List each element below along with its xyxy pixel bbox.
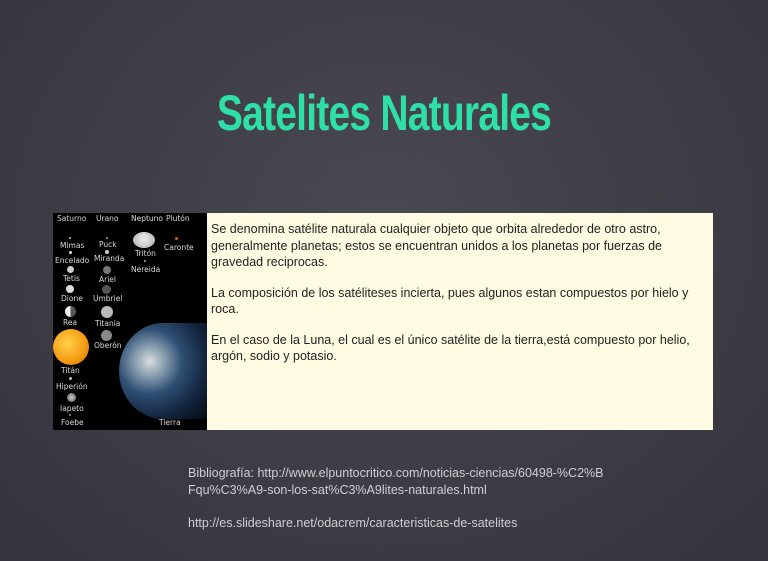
description-box [207,213,713,430]
moon-label: Titania [95,319,121,328]
paragraph-composition: La composición de los satéliteses incierta, pues algunos estan compuestos por hielo y roca. [211,285,689,316]
moon-label: Mimas [60,241,85,250]
moon-label: Puck [99,240,117,249]
moon-label: Iapeto [60,404,84,413]
ariel-dot [103,266,111,274]
moon-label: Titán [61,366,80,375]
moons-comparison-image [53,213,207,430]
oberon-dot [101,330,112,341]
paragraph-definition: Se denomina satélite naturala cualquier objeto que orbita alrededor de otro astro, generalmente planetas; estos se encuentran unidos a los planetas por fuerzas de gravedad reciprocas. [211,222,662,269]
moon-label: Encelado [55,256,90,265]
content-panel [53,213,713,430]
rea-dot [65,306,76,317]
header-saturno: Saturno [57,214,87,223]
tetis-dot [67,266,74,273]
caronte-dot [175,237,178,240]
moon-label: Oberón [94,341,122,350]
titania-dot [101,306,113,318]
bibliography [188,465,608,532]
moon-label: Caronte [164,243,194,252]
bibliography-line-2: http://es.slideshare.net/odacrem/caracteristicas-de-satelites [188,516,518,530]
hiperion-dot [69,377,72,380]
moon-label: Hiperión [56,382,88,391]
bibliography-line-1: Bibliografía: http://www.elpuntocritico.com/noticias-ciencias/60498-%C2%BFqu%C3%A9-son-los-sat%C3%A9lites-naturales.html [188,466,604,497]
header-neptuno: Neptuno [131,214,164,223]
moon-label: Tritón [135,249,156,258]
encelado-dot [69,251,72,254]
nereida-dot [144,260,146,262]
slide-title: Satelites Naturales [216,85,552,141]
moon-label: Miranda [94,254,125,263]
moon-label: Ariel [99,275,116,284]
moon-label: Nereida [131,265,161,274]
puck-dot [106,237,108,239]
mimas-dot [69,237,71,239]
moon-label: Rea [63,318,78,327]
header-pluton: Plutón [166,214,190,223]
moon-label: Dione [61,294,83,303]
moon-label: Foebe [61,418,84,427]
umbriel-dot [102,285,111,294]
triton-dot [133,232,155,248]
moon-label: Tetis [63,274,80,283]
moon-label: Umbriel [93,294,123,303]
moon-label: Tierra [159,418,181,427]
paragraph-moon: En el caso de la Luna, el cual es el único satélite de la tierra,está compuesto por helio, argón, sodio y potasio. [211,332,690,363]
earth-image [119,323,207,419]
header-urano: Urano [96,214,119,223]
titan-dot [53,329,89,365]
dione-dot [66,285,74,293]
foebe-dot [69,414,71,416]
iapeto-dot [67,393,76,402]
